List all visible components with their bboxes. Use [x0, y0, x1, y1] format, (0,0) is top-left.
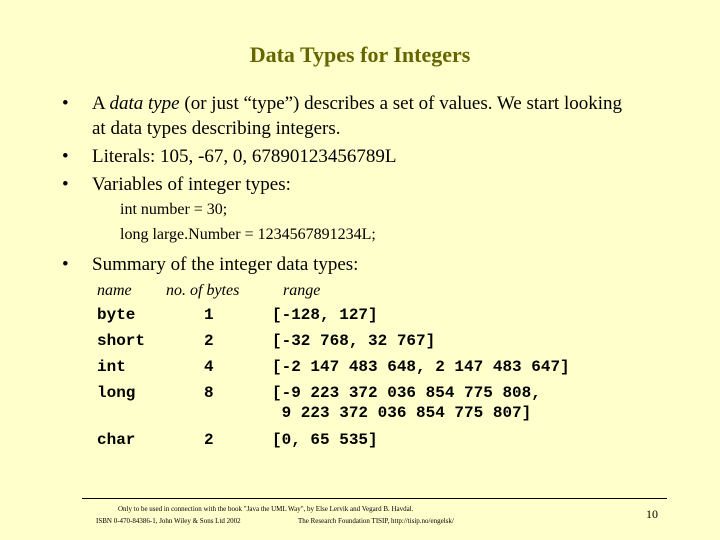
- code-line: int number = 30;: [120, 201, 228, 218]
- bullet-symbol: •: [62, 93, 69, 114]
- table-cell-bytes: 2: [204, 431, 214, 449]
- table-cell-name: char: [97, 431, 136, 449]
- table-cell-range: [-9 223 372 036 854 775 808,: [272, 384, 541, 402]
- footer-divider: [82, 498, 667, 499]
- table-cell-bytes: 2: [204, 332, 214, 350]
- page-number: 10: [646, 507, 658, 521]
- footer-copyright: Only to be used in connection with the book "Java the UML Way", by Else Lervik and Vegard B. Havdal.: [118, 505, 414, 513]
- bullet-symbol: •: [62, 146, 69, 167]
- slide-title: Data Types for Integers: [249, 42, 471, 67]
- table-cell-name: long: [97, 384, 136, 402]
- table-header-name: name: [97, 282, 132, 299]
- table-cell-range-cont: 9 223 372 036 854 775 807]: [272, 404, 532, 422]
- bullet-text: Summary of the integer data types:: [92, 254, 359, 275]
- table-cell-name: short: [97, 332, 146, 350]
- table-cell-bytes: 1: [204, 306, 214, 324]
- table-cell-name: byte: [97, 306, 136, 324]
- bullet-text: Variables of integer types:: [92, 174, 291, 195]
- table-cell-range: [-2 147 483 648, 2 147 483 647]: [272, 358, 570, 376]
- table-cell-range: [-128, 127]: [272, 306, 378, 324]
- table-cell-name: int: [97, 358, 126, 376]
- code-line: long large.Number = 1234567891234L;: [120, 226, 376, 243]
- bullet-symbol: •: [62, 254, 69, 275]
- table-cell-bytes: 8: [204, 384, 214, 402]
- bullet-emphasis: data type: [109, 93, 180, 114]
- footer-isbn: ISBN 0-470-84386-1, John Wiley & Sons Ltd 2002: [96, 517, 241, 525]
- bullet-symbol: •: [62, 174, 69, 195]
- table-header-range: range: [283, 282, 321, 299]
- bullet-text: Literals: 105, -67, 0, 67890123456789L: [92, 146, 397, 167]
- footer-publisher: The Research Foundation TISIP, http://tisip.no/engelsk/: [298, 517, 454, 525]
- bullet-text: at data types describing integers.: [92, 118, 341, 139]
- bullet-text: A: [92, 93, 110, 114]
- table-cell-bytes: 4: [204, 358, 214, 376]
- table-cell-range: [0, 65 535]: [272, 431, 378, 449]
- bullet-text: (or just “type”) describes a set of values. We start looking: [179, 93, 623, 114]
- table-cell-range: [-32 768, 32 767]: [272, 332, 436, 350]
- table-header-bytes: no. of bytes: [166, 282, 240, 299]
